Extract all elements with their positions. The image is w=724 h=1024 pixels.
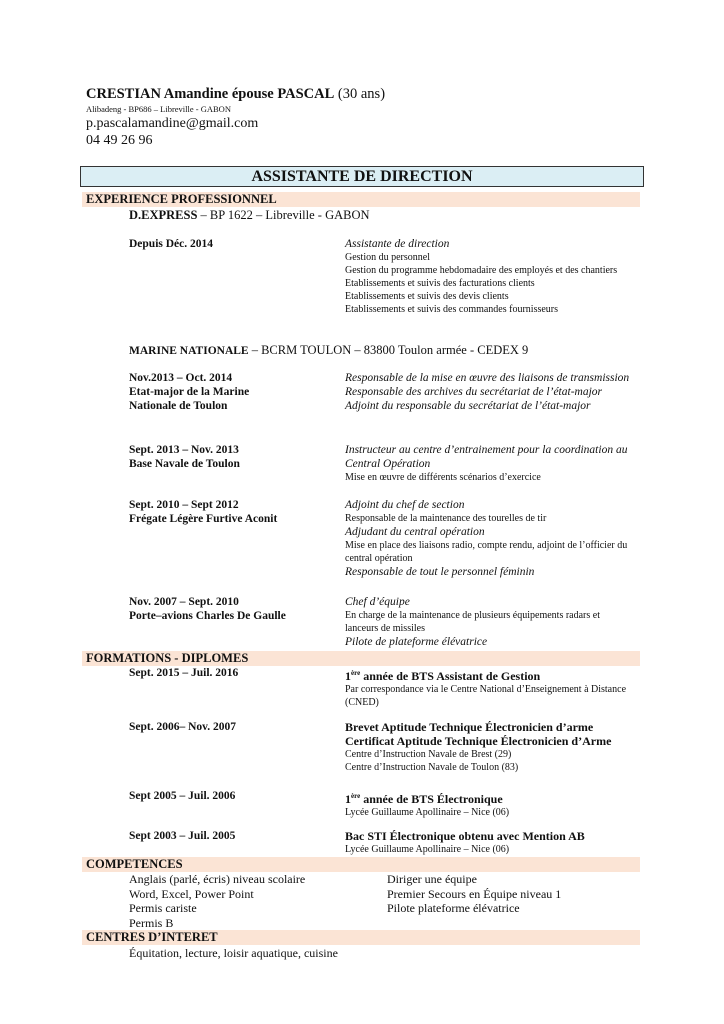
job1-date: Depuis Déc. 2014: [129, 238, 214, 250]
candidate-phone: 04 49 26 96: [86, 133, 153, 148]
candidate-name: CRESTIAN Amandine épouse PASCAL (30 ans): [86, 86, 386, 102]
company-marine: MARINE NATIONALE – BCRM TOULON – 83800 Toulon armée - CEDEX 9: [129, 343, 529, 357]
formation2-date: Sept. 2006– Nov. 2007: [129, 721, 237, 733]
job3-date: Sept. 2013 – Nov. 2013 Base Navale de Toulon: [129, 444, 240, 470]
skills-left: Anglais (parlé, écris) niveau scolaire Word, Excel, Power Point Permis cariste Permis B: [129, 872, 306, 930]
section-formations: FORMATIONS - DIPLOMES: [82, 651, 640, 666]
formation3-date: Sept 2005 – Juil. 2006: [129, 790, 236, 802]
section-experience: EXPERIENCE PROFESSIONNEL: [82, 192, 640, 207]
job-title: ASSISTANTE DE DIRECTION: [80, 166, 644, 187]
job2-details: Responsable de la mise en œuvre des liaisons de transmission Responsable des archives du secrétariat de l’état-major Adjoint du responsable du secrétariat de l’état-major: [345, 372, 630, 412]
company-dexpress: D.EXPRESS – BP 1622 – Libreville - GABON: [129, 208, 370, 222]
job2-date: Nov.2013 – Oct. 2014 Etat-major de la Marine Nationale de Toulon: [129, 372, 250, 412]
job4-date: Sept. 2010 – Sept 2012 Frégate Légère Furtive Aconit: [129, 499, 278, 525]
section-interets: CENTRES D’INTERET: [82, 930, 640, 945]
formation4-details: Bac STI Électronique obtenu avec Mention AB Lycée Guillaume Apollinaire – Nice (06): [345, 829, 585, 855]
job5-details: Chef d’équipe En charge de la maintenance de plusieurs équipements radars et lanceurs de missiles Pilote de plateforme élévatrice: [345, 596, 600, 648]
job1-details: Assistante de direction Gestion du personnel Gestion du programme hebdomadaire des employés et des chantiers Etablissements et suivis des facturations clients Etablissements et suivis des devis clients Etablissements et suivis des commandes fournisseurs: [345, 238, 618, 315]
formation1-details: 1ère année de BTS Assistant de Gestion Par correspondance via le Centre National d’Enseignement à Distance (CNED): [345, 669, 627, 708]
formation3-details: 1ère année de BTS Électronique Lycée Guillaume Apollinaire – Nice (06): [345, 792, 510, 818]
job4-details: Adjoint du chef de section Responsable de la maintenance des tourelles de tir Adjudant du central opération Mise en place des liaisons radio, compte rendu, adjoint de l’officier du central opération Responsable de tout le personnel féminin: [345, 499, 628, 578]
candidate-email: p.pascalamandine@gmail.com: [86, 116, 259, 131]
candidate-address: Alibadeng - BP686 – Libreville - GABON: [86, 104, 231, 114]
job3-details: Instructeur au centre d’entrainement pour la coordination au Central Opération Mise en œuvre de différents scénarios d’exercice: [345, 444, 628, 483]
section-competences: COMPETENCES: [82, 857, 640, 872]
formation4-date: Sept 2003 – Juil. 2005: [129, 830, 236, 842]
skills-right: Diriger une équipe Premier Secours en Équipe niveau 1 Pilote plateforme élévatrice: [387, 872, 562, 915]
interets-text: Équitation, lecture, loisir aquatique, cuisine: [129, 946, 338, 960]
formation1-date: Sept. 2015 – Juil. 2016: [129, 667, 239, 679]
job5-date: Nov. 2007 – Sept. 2010 Porte–avions Charles De Gaulle: [129, 596, 286, 622]
formation2-details: Brevet Aptitude Technique Électronicien d’arme Certificat Aptitude Technique Électronicien d’Arme Centre d’Instruction Navale de Brest (29) Centre d’Instruction Navale de Toulon (83): [345, 720, 612, 773]
